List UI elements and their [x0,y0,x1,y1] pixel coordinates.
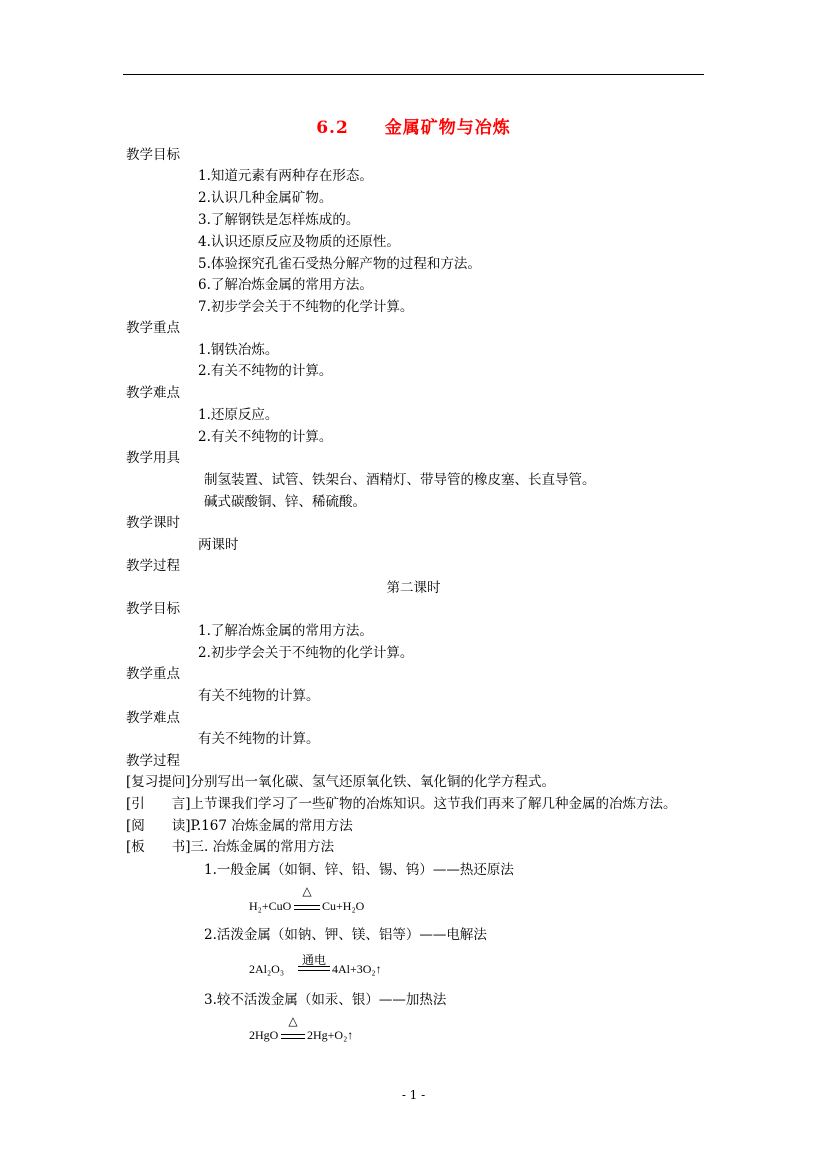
condition-electrolysis: 通电 [301,953,326,967]
section-heading-difficulty: 教学难点 [126,385,180,401]
equation-right: Cu+H₂O [322,899,365,913]
page-number: - 1 - [401,1088,426,1102]
goal-item: 5.体验探究孔雀石受热分解产物的过程和方法。 [198,256,481,272]
hours-value: 两课时 [198,537,239,553]
title-text: 金属矿物与冶炼 [384,118,511,138]
header-rule [123,74,704,75]
title-number: 6.2 [316,118,349,138]
section-heading-goals: 教学目标 [126,147,180,163]
lesson-heading: 第二课时 [386,580,441,596]
section-heading-key: 教学重点 [126,320,180,336]
key-item: 有关不纯物的计算。 [198,688,320,704]
section-heading-hours: 教学课时 [126,515,180,531]
key-item: 1.钢铁冶炼。 [198,342,279,358]
section-heading-difficulty: 教学难点 [126,710,180,726]
equation-left: H₂+CuO [249,899,292,913]
step-board: [板 书]三. 冶炼金属的常用方法 [126,839,335,855]
goal-item: 2.认识几种金属矿物。 [198,190,333,206]
step-intro: [引 言]上节课我们学习了一些矿物的冶炼知识。这节我们再来了解几种金属的冶炼方法。 [126,796,677,812]
tools-line: 碱式碳酸铜、锌、稀硫酸。 [204,494,366,510]
goal-item: 6.了解冶炼金属的常用方法。 [198,277,373,293]
step-review: [复习提问]分别写出一氧化碳、氢气还原氧化铁、氧化铜的化学方程式。 [126,774,556,790]
goal-item: 4.认识还原反应及物质的还原性。 [198,234,400,250]
section-heading-tools: 教学用具 [126,450,180,466]
document-title [0,113,827,138]
difficulty-item: 1.还原反应。 [198,407,279,423]
goal-item: 1.了解冶炼金属的常用方法。 [198,623,373,639]
goal-item: 1.知道元素有两种存在形态。 [198,168,373,184]
equation-right: 2Hg+O₂↑ [307,1028,354,1042]
equation-left: 2HgO [249,1028,279,1042]
condition-heat: △ [288,1014,298,1028]
difficulty-item: 2.有关不纯物的计算。 [198,429,333,445]
section-heading-goals: 教学目标 [126,601,180,617]
difficulty-item: 有关不纯物的计算。 [198,731,320,747]
equation-left: 2Al₂O₃ [249,962,285,976]
tools-line: 制氢装置、试管、铁架台、酒精灯、带导管的橡皮塞、长直导管。 [204,472,596,488]
method-item: 1.一般金属（如铜、锌、铅、锡、钨）——热还原法 [204,862,514,878]
condition-heat: △ [302,884,312,898]
equation-equals [281,1034,305,1039]
goal-item: 3.了解钢铁是怎样炼成的。 [198,212,360,228]
key-item: 2.有关不纯物的计算。 [198,363,333,379]
section-heading-key: 教学重点 [126,666,180,682]
goal-item: 7.初步学会关于不纯物的化学计算。 [198,299,414,315]
equation-equals [298,966,330,971]
section-heading-process: 教学过程 [126,753,180,769]
equation-right: 4Al+3O₂↑ [332,962,382,976]
method-item: 2.活泼金属（如钠、钾、镁、铝等）——电解法 [204,927,487,943]
step-reading: [阅 读]P.167 冶炼金属的常用方法 [126,818,353,834]
section-heading-process: 教学过程 [126,558,180,574]
goal-item: 2.初步学会关于不纯物的化学计算。 [198,645,414,661]
method-item: 3.较不活泼金属（如汞、银）——加热法 [204,992,447,1008]
equation-equals [294,905,320,910]
